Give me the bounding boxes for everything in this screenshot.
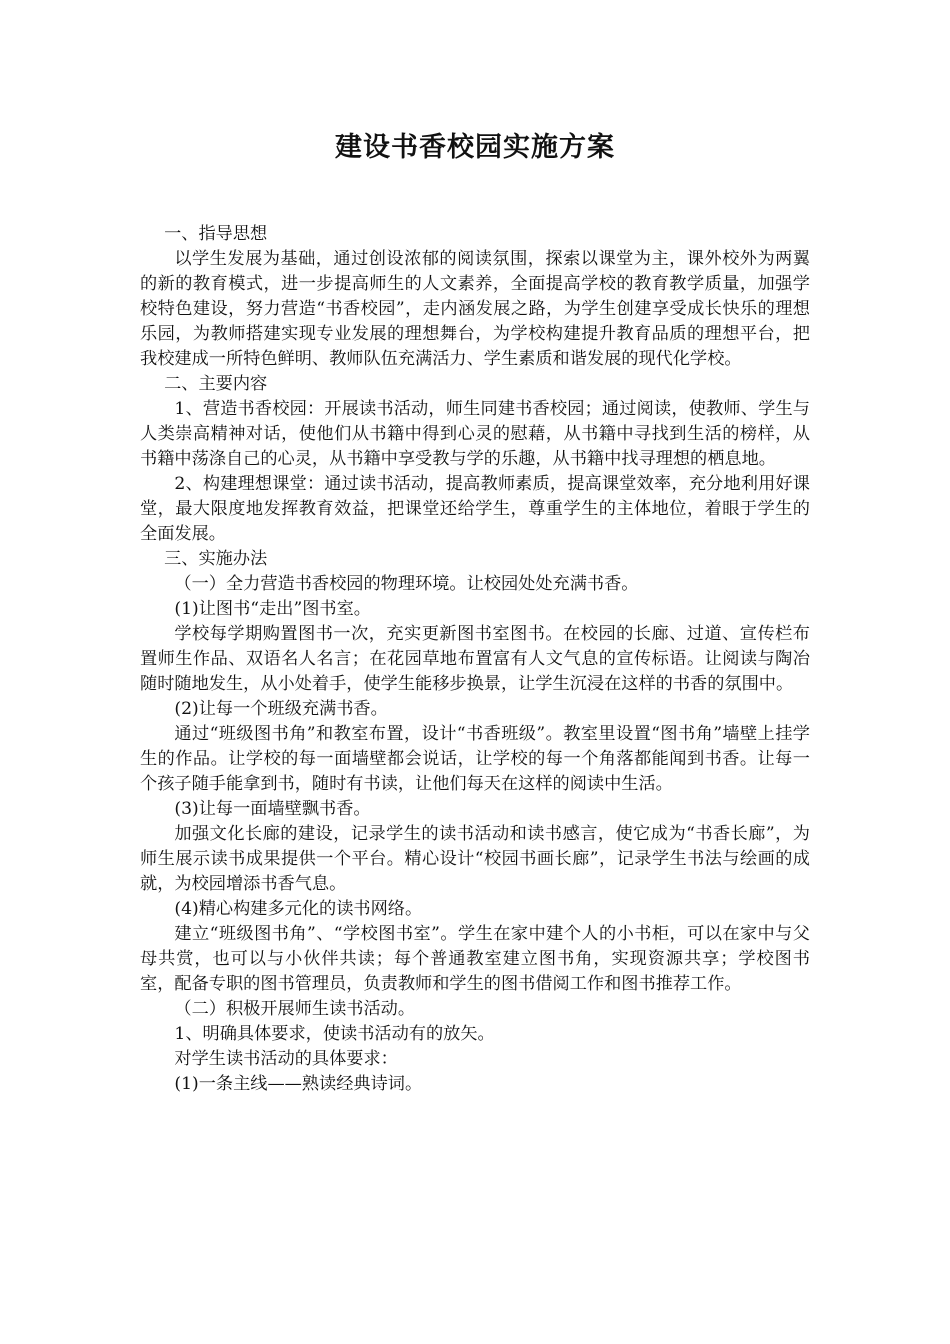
paragraph: 以学生发展为基础，通过创设浓郁的阅读氛围，探索以课堂为主，课外校外为两翼的新的教育模式，进一步提高师生的人文素养，全面提高学校的教育教学质量，加强学校特色建设，努力营造“书香校园”，走内涵发展之路，为学生创建享受成长快乐的理想乐园，为教师搭建实现专业发展的理想舞台，为学校构建提升教育品质的理想平台，把我校建成一所特色鲜明、教师队伍充满活力、学生素质和谐发展的现代化学校。: [140, 249, 810, 369]
paragraph: 建立“班级图书角”、“学校图书室”。学生在家中建个人的小书柜，可以在家中与父母共赏，也可以与小伙伴共读；每个普通教室建立图书角，实现资源共享；学校图书室，配备专职的图书管理员，负责教师和学生的图书借阅工作和图书推荐工作。: [140, 924, 810, 994]
paragraph: (4)精心构建多元化的读书网络。: [174, 899, 423, 919]
paragraph: 学校每学期购置图书一次，充实更新图书室图书。在校园的长廊、过道、宣传栏布置师生作品、双语名人名言；在花园草地布置富有人文气息的宣传标语。让阅读与陶冶随时随地发生，从小处着手，使学生能移步换景，让学生沉浸在这样的书香的氛围中。: [140, 624, 810, 694]
paragraph: (2)让每一个班级充满书香。: [174, 699, 388, 719]
paragraph: (3)让每一面墙壁飘书香。: [174, 799, 371, 819]
section-heading: 三、实施办法: [164, 549, 268, 569]
paragraph: （二）积极开展师生读书活动。: [174, 999, 416, 1019]
section-heading: 一、指导思想: [164, 224, 268, 244]
paragraph: (1)一条主线——熟读经典诗词。: [174, 1074, 423, 1094]
paragraph: (1)让图书“走出”图书室。: [174, 599, 371, 619]
document-body: [140, 222, 810, 1097]
paragraph: 2、构建理想课堂：通过读书活动，提高教师素质，提高课堂效率，充分地利用好课堂，最大限度地发挥教育效益，把课堂还给学生，尊重学生的主体地位，着眼于学生的全面发展。: [140, 474, 810, 544]
paragraph: 对学生读书活动的具体要求：: [174, 1049, 398, 1069]
paragraph: 1、明确具体要求，使读书活动有的放矢。: [174, 1024, 495, 1044]
section-heading: 二、主要内容: [164, 374, 268, 394]
paragraph: 1、营造书香校园：开展读书活动，师生同建书香校园；通过阅读，使教师、学生与人类崇高精神对话，使他们从书籍中得到心灵的慰藉，从书籍中寻找到生活的榜样，从书籍中荡涤自己的心灵，从书籍中享受教与学的乐趣，从书籍中找寻理想的栖息地。: [140, 399, 810, 469]
paragraph: （一）全力营造书香校园的物理环境。让校园处处充满书香。: [174, 574, 639, 594]
document-title: 建设书香校园实施方案: [335, 132, 615, 163]
paragraph: 通过“班级图书角”和教室布置，设计“书香班级”。教室里设置“图书角”墙壁上挂学生的作品。让学校的每一面墙壁都会说话，让学校的每一个角落都能闻到书香。让每一个孩子随手能拿到书，随时有书读，让他们每天在这样的阅读中生活。: [140, 724, 810, 794]
paragraph: 加强文化长廊的建设，记录学生的读书活动和读书感言，使它成为“书香长廊”，为师生展示读书成果提供一个平台。精心设计“校园书画长廊”，记录学生书法与绘画的成就，为校园增添书香气息。: [140, 824, 810, 894]
